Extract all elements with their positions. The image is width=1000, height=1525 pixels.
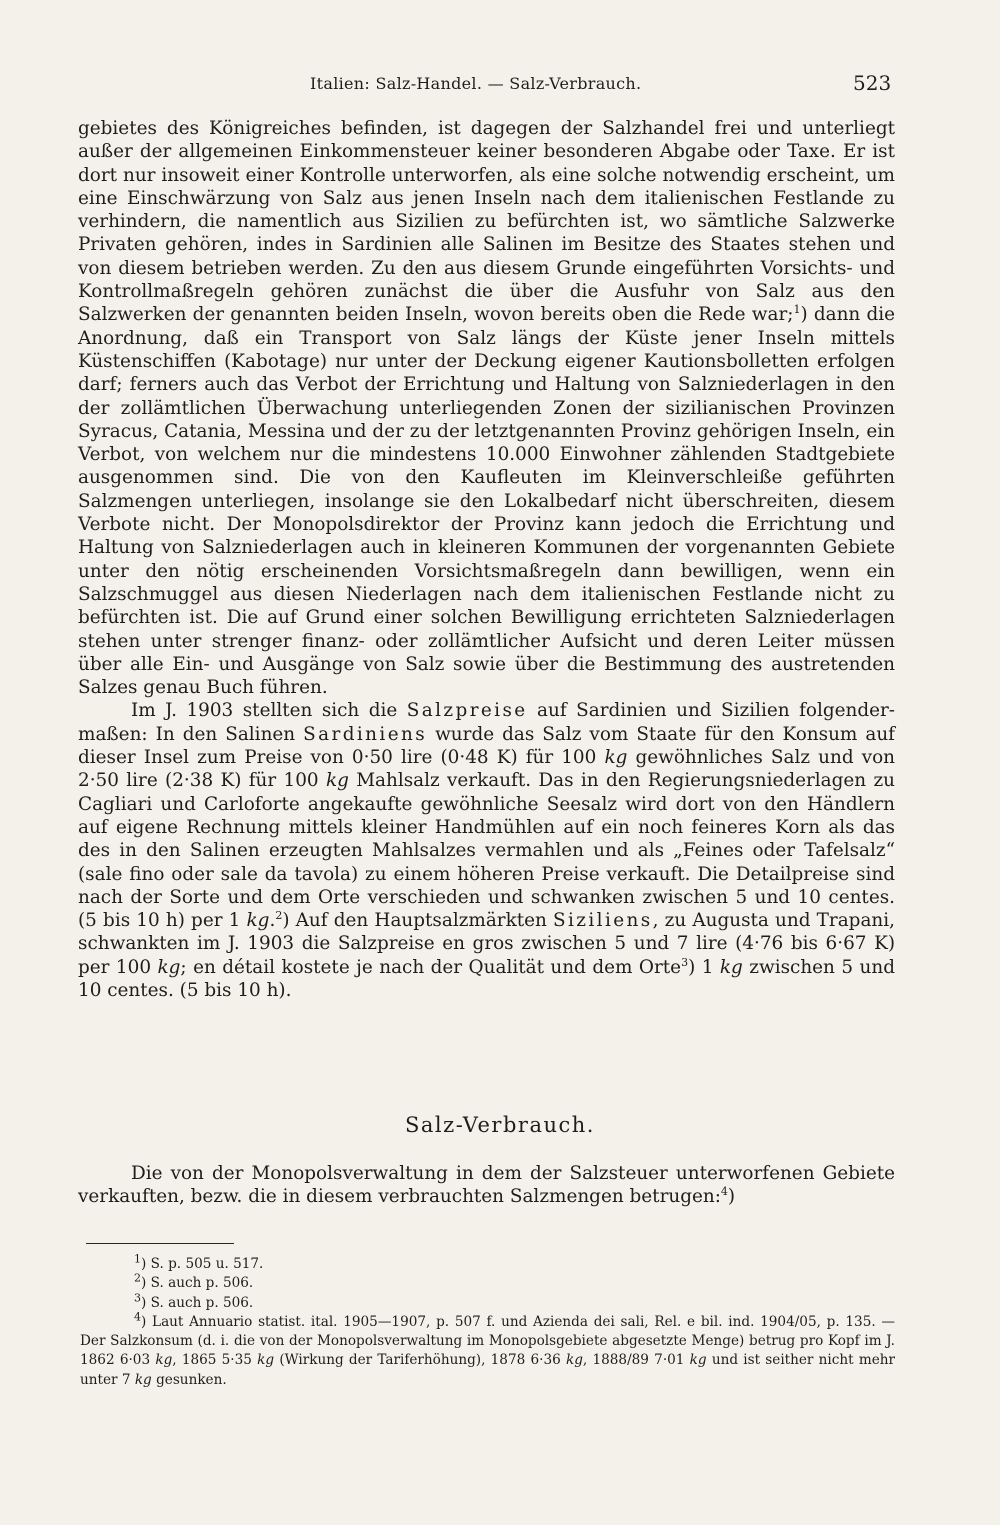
paragraph-text: . — [269, 910, 276, 932]
footnote-mark: 1 — [134, 1252, 141, 1266]
unit-kg: kg — [155, 1352, 173, 1369]
paragraph-text: ) Auf den Hauptsalzmärkten — [282, 910, 554, 932]
paragraph-salt-trade-control — [78, 117, 895, 699]
paragraph-text: Im J. 1903 stellten sich die — [131, 700, 407, 722]
footnote-text: , 1888/89 7·01 — [582, 1352, 690, 1369]
footnote-text: ) S. auch p. 506. — [141, 1275, 254, 1292]
main-text — [78, 117, 895, 1002]
paragraph-text: , zu Augusta und Trapani, schwankten im J. 1903 die Salzpreise en gros zwischen 5 und 7 lire (4·76 bis 6·67 K) per 100 — [78, 910, 895, 978]
emphasis-text: Salzpreise — [406, 700, 528, 722]
paragraph-salt-prices — [78, 699, 895, 1002]
footnote-2 — [80, 1271, 895, 1293]
unit-kg: kg — [565, 1352, 583, 1369]
emphasis-text: Sardiniens — [303, 723, 428, 745]
unit-kg: kg — [719, 956, 743, 978]
footnote-text: ) S. p. 505 u. 517. — [141, 1256, 264, 1272]
unit-kg: kg — [257, 1352, 275, 1369]
paragraph-text: Mahlsalz verkauft. Das in den Regierungsniederlagen zu Cagliari und Carloforte angekaufte gewöhnliche Seesalz wird dort von den Händlern auf eigene Rechnung mittels kleiner Handmühlen auf ein noch feineres Korn als das des in den Salinen erzeugten Mahlsalzes vermahlen und als „Feines oder Tafelsalz“ (sale fino oder sale da tavola) zu einem höheren Preise verkauft. Die Detailpreise sind nach der Sorte und dem Orte verschieden und schwanken zwischen 5 und 10 centes. (5 bis 10 h) per 1 — [78, 770, 896, 932]
paragraph-text: wurde das Salz vom Staate für den Konsum auf dieser Insel zum Preise von 0·50 lire (0·48 K) für 100 — [78, 723, 895, 769]
paragraph-salt-consumption — [78, 1162, 895, 1209]
section-text — [78, 1162, 895, 1209]
unit-kg: kg — [604, 747, 628, 769]
footnote-1 — [80, 1252, 895, 1274]
unit-kg: kg — [325, 770, 349, 792]
footnotes — [80, 1252, 896, 1390]
footnote-3 — [80, 1291, 895, 1313]
paragraph-text: ) — [727, 1186, 736, 1208]
unit-kg: kg — [689, 1352, 707, 1369]
section-heading: Salz-Verbrauch. — [405, 1113, 595, 1137]
paragraph-text: ) 1 — [688, 956, 720, 978]
unit-kg: kg — [157, 956, 181, 978]
footnote-mark: 3 — [134, 1291, 141, 1305]
paragraph-text: Die von der Monopolsverwaltung in dem der Salzsteuer unterworfenen Gebiete verkauften, bezw. die in diesem verbrauchten Salzmengen betrugen: — [78, 1163, 895, 1208]
paragraph-text: zwischen 5 und 10 centes. (5 bis 10 h). — [78, 956, 895, 1001]
footnote-ref: 2 — [275, 908, 283, 922]
running-head — [0, 71, 1000, 98]
page-number: 523 — [853, 71, 892, 95]
footnote-mark: 4 — [134, 1310, 141, 1324]
paragraph-text: auf Sardinien und Sizilien folgendermaßen: In den Salinen — [78, 700, 895, 745]
footnote-ref: 1 — [793, 303, 801, 317]
footnote-text: (Wirkung der Tariferhöhung), 1878 6·36 — [274, 1352, 566, 1369]
footnote-mark: 2 — [134, 1271, 141, 1285]
unit-kg: kg — [246, 910, 270, 932]
paragraph-text: gebietes des Königreiches befinden, ist dagegen der Salzhandel frei und unterliegt außer der allgemeinen Einkommensteuer keiner besonderen Abgabe oder Taxe. Er ist dort nur insoweit einer Kontrolle unterworfen, als eine solche notwendig erscheint, um eine Einschwärzung von Salz aus jenen Inseln nach dem italienischen Festlande zu verhindern, die namentlich aus Sizilien zu befürchten ist, wo sämtliche Salzwerke Privaten gehören, indes in Sardinien alle Salinen im Besitze des Staates stehen und von diesem betrieben werden. Zu den aus diesem Grunde eingeführten Vorsichts- und Kontrollmaßregeln gehören zunächst die über die Ausfuhr von Salz aus den Salzwerken der genannten beiden Inseln, wovon bereits oben die Rede war; — [78, 118, 895, 326]
footnote-ref: 4 — [720, 1185, 728, 1199]
emphasis-text: Siziliens — [553, 910, 653, 932]
footnote-text: ) Laut Annuario statist. ital. 1905—1907, p. 507 f. und Azienda dei sali, Rel. e bil. ind. 1904/05, p. 135. — Der Salzkonsum (d. i. die von der Monopolsverwaltung im Monopolsgebiete abgesetzte Menge) betrug pro Kopf im J. 1862 6·03 — [80, 1313, 895, 1369]
footnote-text: und ist seither nicht mehr unter 7 — [80, 1352, 896, 1388]
footnote-ref: 3 — [681, 955, 689, 969]
footnote-text: , 1865 5·35 — [172, 1352, 258, 1369]
footnote-text: ) S. auch p. 506. — [141, 1294, 254, 1311]
footnote-divider — [86, 1243, 234, 1244]
footnote-4 — [80, 1310, 896, 1390]
paragraph-text: gewöhnliches Salz und von 2·50 lire (2·38 K) für 100 — [78, 747, 895, 792]
running-title: Italien: Salz-Handel. — Salz-Verbrauch. — [310, 74, 642, 93]
footnote-text: gesunken. — [151, 1371, 227, 1388]
unit-kg: kg — [134, 1371, 152, 1388]
paragraph-text: ; en détail kostete je nach der Qualität und dem Orte — [180, 956, 682, 978]
paragraph-text: ) dann die Anordnung, daß ein Transport von Salz längs der Küste jener Inseln mittels Küstenschiffen (Kabotage) nur unter der Deckung eigener Kautionsbolletten erfolgen darf; ferners auch das Verbot der Errichtung und Haltung von Salzniederlagen in den der zollämtlichen Überwachung unterliegenden Zonen der sizilianischen Provinzen Syracus, Catania, Messina und der zu der letztgenannten Provinz gehörigen Inseln, ein Verbot, von welchem nur die mindestens 10.000 Einwohner zählenden Stadtgebiete ausgenommen sind. Die von den Kaufleuten im Kleinverschleiße geführten Salzmengen unterliegen, insolange sie den Lokalbedarf nicht überschreiten, diesem Verbote nicht. Der Monopolsdirektor der Provinz kann jedoch die Errichtung und Haltung von Salzniederlagen auch in kleineren Kommunen der vorgenannten Gebiete unter den nötig erscheinenden Vorsichtsmaßregeln dann bewilligen, wenn ein Salzschmuggel aus diesen Niederlagen nach dem italienischen Festlande nicht zu befürchten ist. Die auf Grund einer solchen Bewilligung errichteten Salzniederlagen stehen unter strenger finanz- oder zollämtlicher Aufsicht und deren Leiter müssen über alle Ein- und Ausgänge von Salz sowie über die Bestimmung des austretenden Salzes genau Buch führen. — [78, 304, 895, 699]
